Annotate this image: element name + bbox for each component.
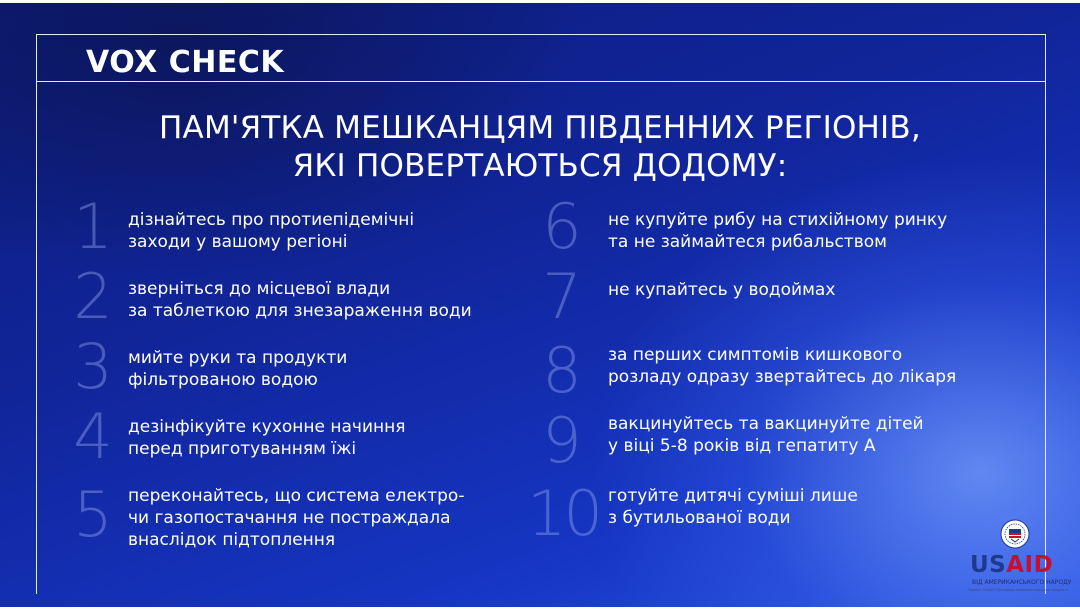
item-number-1: 1 [73, 190, 113, 263]
title-line-1: ПАМ'ЯТКА МЕШКАНЦЯМ ПІВДЕННИХ РЕГІОНІВ, [159, 110, 921, 146]
item-4-line-1: дезінфікуйте кухонне начиння [128, 417, 406, 437]
usaid-wordmark [970, 553, 1053, 577]
item-text-5 [128, 485, 464, 551]
brand-name: VOX CHECK [86, 45, 285, 80]
item-text-10 [608, 485, 858, 529]
item-6-line-2: та не займайтеся рибальством [608, 232, 887, 252]
usaid-us: US [970, 552, 1007, 578]
item-5-line-1: переконайтесь, що система електро- [128, 486, 465, 506]
item-1-line-2: заходи у вашому регіоні [128, 232, 348, 252]
item-number-6: 6 [542, 190, 582, 263]
item-number-8: 8 [542, 334, 582, 407]
item-number-4: 4 [73, 400, 113, 473]
item-7-line-1: не купайтесь у водоймах [608, 280, 836, 300]
item-number-3: 3 [73, 330, 113, 403]
item-text-8 [608, 344, 956, 388]
item-3-line-2: фільтрованою водою [128, 370, 318, 390]
item-text-9 [608, 413, 924, 457]
usaid-fine-print: Проект USAID Підтримка реформи охорони здоров'я [968, 588, 1068, 592]
item-10-line-2: з бутильованої води [608, 508, 791, 528]
item-text-2 [128, 278, 472, 322]
item-number-5: 5 [73, 478, 113, 551]
item-text-3 [128, 347, 347, 391]
item-text-4 [128, 416, 405, 460]
item-8-line-2: розладу одразу звертайтесь до лікаря [608, 367, 957, 387]
item-text-7 [608, 279, 835, 301]
item-number-10: 10 [527, 477, 600, 550]
item-2-line-1: зверніться до місцевої влади [128, 279, 391, 299]
usaid-seal-icon [1000, 519, 1030, 549]
item-10-line-1: готуйте дитячі суміші лише [608, 486, 858, 506]
item-9-line-1: вакцинуйтесь та вакцинуйте дітей [608, 414, 924, 434]
brand-logo [86, 45, 284, 80]
item-3-line-1: мийте руки та продукти [128, 348, 348, 368]
header-divider [36, 81, 1046, 82]
item-9-line-2: у віці 5-8 років від гепатиту А [608, 436, 876, 456]
item-1-line-1: дізнайтесь про протиепідемічні [128, 210, 415, 230]
item-number-9: 9 [542, 404, 582, 477]
item-text-6 [608, 209, 947, 253]
item-number-7: 7 [542, 260, 582, 333]
usaid-logo [960, 519, 1072, 599]
item-5-line-2: чи газопостачання не постраждала [128, 508, 451, 528]
page-title [0, 109, 1080, 185]
item-text-1 [128, 209, 414, 253]
item-2-line-2: за таблеткою для знезараження води [128, 301, 472, 321]
usaid-aid: AID [1006, 552, 1054, 578]
item-4-line-2: перед приготуванням їжі [128, 439, 357, 459]
usaid-tagline: ВІД АМЕРИКАНСЬКОГО НАРОДУ [972, 579, 1072, 586]
item-8-line-1: за перших симптомів кишкового [608, 345, 903, 365]
item-6-line-1: не купуйте рибу на стихійному ринку [608, 210, 948, 230]
item-5-line-3: внаслідок підтоплення [128, 530, 336, 550]
item-number-2: 2 [73, 260, 113, 333]
title-line-2: ЯКІ ПОВЕРТАЮТЬСЯ ДОДОМУ: [292, 148, 788, 184]
